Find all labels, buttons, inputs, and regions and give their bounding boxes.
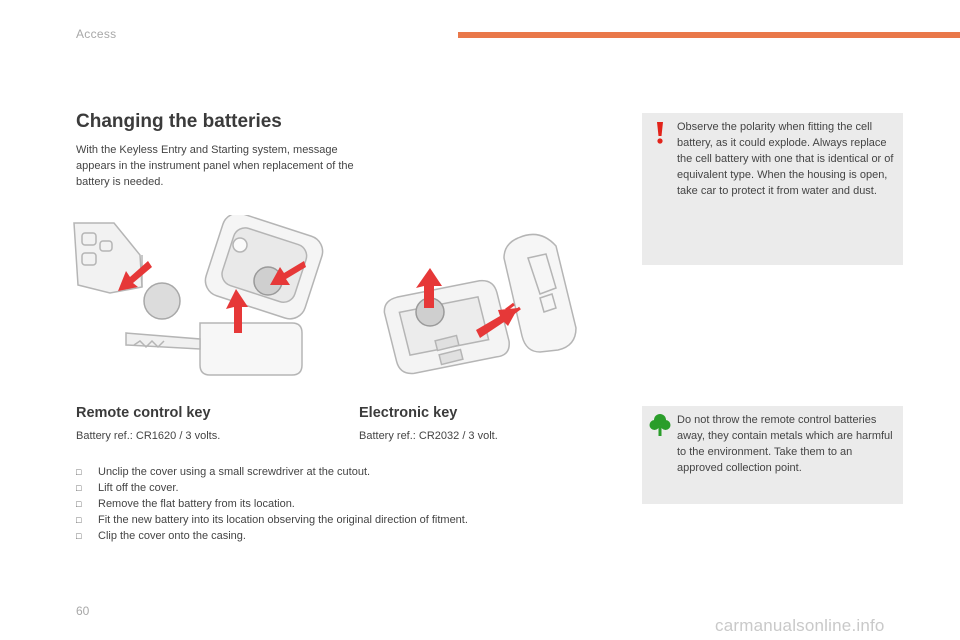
electronic-key-heading: Electronic key (359, 405, 458, 421)
step-item (76, 512, 468, 528)
warning-box (642, 113, 903, 265)
checkbox-icon: □ (76, 515, 82, 525)
electronic-key-illustration (380, 228, 590, 388)
page-title: Changing the batteries (76, 111, 282, 132)
checkbox-icon: □ (76, 531, 82, 541)
electronic-key-battery-ref: Battery ref.: CR2032 / 3 volt. (359, 430, 498, 442)
remote-key-battery-ref: Battery ref.: CR1620 / 3 volts. (76, 430, 221, 442)
page-number: 60 (76, 604, 90, 618)
step-item (76, 480, 468, 496)
section-label: Access (76, 27, 117, 41)
intro-paragraph: With the Keyless Entry and Starting system, message appears in the instrument panel when replacement of the battery is needed. (76, 144, 354, 188)
checkbox-icon: □ (76, 499, 82, 509)
exclamation-icon (648, 119, 672, 145)
step-item (76, 528, 468, 544)
checkbox-icon: □ (76, 467, 82, 477)
step-text: Unclip the cover using a small screwdriver at the cutout. (98, 466, 371, 478)
remote-key-illustration (70, 215, 330, 385)
step-text: Fit the new battery into its location observing the original direction of fitment. (98, 514, 468, 526)
warning-text: Observe the polarity when fitting the cell battery, as it could explode. Always replace the cell battery with one that is identical or of equivalent type. When the housing is open, take car to protect it from water and dust. (677, 121, 894, 197)
environment-box (642, 406, 903, 504)
checkbox-icon: □ (76, 483, 82, 493)
environment-text: Do not throw the remote control batteries away, they contain metals which are harmful to the environment. Take them to an approved collection point. (677, 414, 893, 474)
steps-list (76, 464, 468, 544)
step-text: Clip the cover onto the casing. (98, 530, 246, 542)
step-item (76, 464, 468, 480)
section-accent-bar (458, 32, 960, 38)
step-text: Remove the flat battery from its location. (98, 498, 295, 510)
watermark: carmanualsonline.info (715, 616, 885, 635)
step-text: Lift off the cover. (98, 482, 179, 494)
step-item (76, 496, 468, 512)
remote-key-heading: Remote control key (76, 405, 211, 421)
tree-icon (648, 412, 672, 438)
